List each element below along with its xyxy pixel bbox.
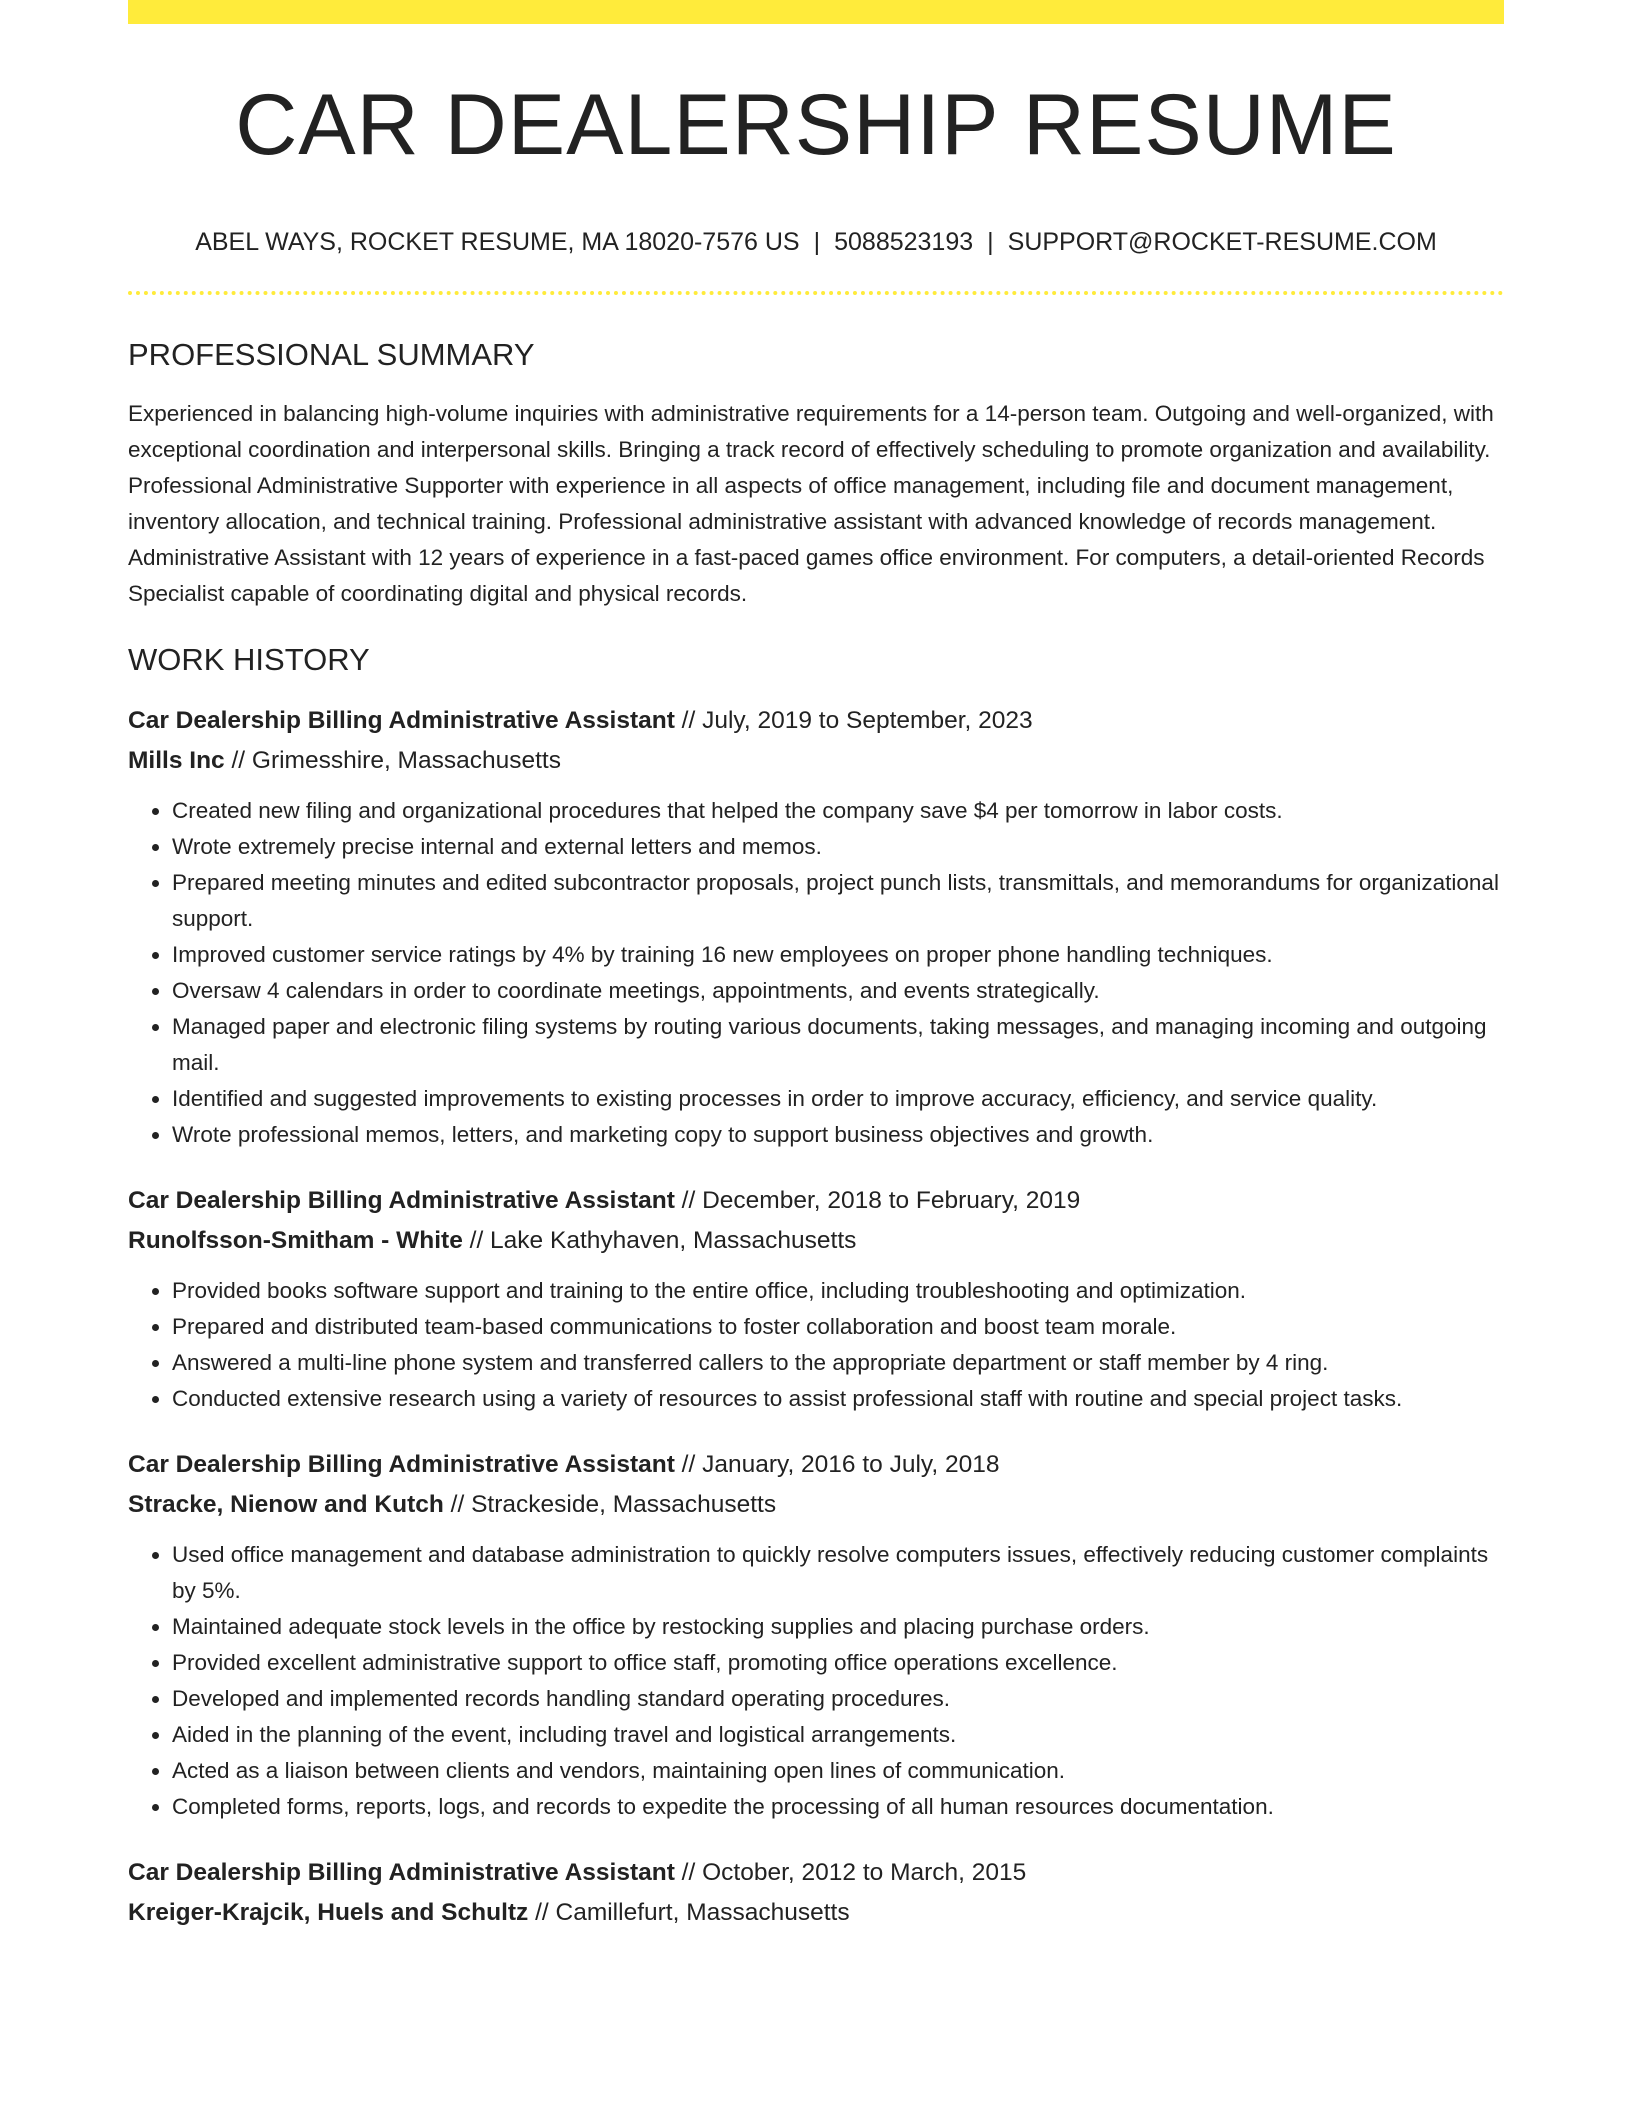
contact-phone: 5088523193 — [834, 228, 974, 256]
job-location: // Strackeside, Massachusetts — [443, 1491, 777, 1518]
job-entry — [128, 1445, 1504, 1825]
job-bullet: • Aided in the planning of the event, including travel and logistical arrangements. — [172, 1717, 1504, 1753]
job-location: // Camillefurt, Massachusetts — [528, 1899, 850, 1926]
job-title: Car Dealership Billing Administrative Assistant — [128, 1859, 675, 1886]
job-company-line — [128, 1221, 1504, 1261]
job-title: Car Dealership Billing Administrative Assistant — [128, 1451, 675, 1478]
job-dates: // January, 2016 to July, 2018 — [674, 1451, 1000, 1478]
job-bullet: • Answered a multi-line phone system and transferred callers to the appropriate department or staff member by 4 ring. — [172, 1345, 1504, 1381]
contact-separator: | — [987, 228, 994, 256]
contact-address: ABEL WAYS, ROCKET RESUME, MA 18020-7576 US — [195, 228, 800, 256]
resume-title: CAR DEALERSHIP RESUME — [235, 77, 1397, 173]
job-company: Mills Inc — [128, 747, 225, 774]
professional-summary-section — [128, 339, 1504, 612]
contact-separator: | — [813, 228, 821, 256]
job-bullet: • Created new filing and organizational procedures that helped the company save $4 per tomorrow in labor costs. — [172, 793, 1504, 829]
job-bullet: • Improved customer service ratings by 4% by training 16 new employees on proper phone handling techniques. — [172, 937, 1504, 973]
job-title-line — [128, 1181, 1504, 1221]
job-dates: // July, 2019 to September, 2023 — [674, 707, 1033, 734]
job-list — [128, 701, 1504, 1933]
summary-text: Experienced in balancing high-volume inquiries with administrative requirements for a 14-person team. Outgoing and well-organized, with exceptional coordination and interpersonal skills. Bringing a track record of effectively scheduling to promote organization and availability. Professional Administrative Supporter with experience in all aspects of office management, including file and document management, inventory allocation, and technical training. Professional administrative assistant with advanced knowledge of records management. Administrative Assistant with 12 years of experience in a fast-paced games office environment. For computers, a detail-oriented Records Specialist capable of coordinating digital and physical records. — [128, 401, 1494, 606]
job-company: Runolfsson-Smitham - White — [128, 1227, 463, 1254]
job-company-line — [128, 1485, 1504, 1525]
job-bullet: • Oversaw 4 calendars in order to coordinate meetings, appointments, and events strategically. — [172, 973, 1504, 1009]
job-title-line — [128, 1853, 1504, 1893]
job-company-line — [128, 1893, 1504, 1933]
job-bullet-list — [128, 793, 1504, 1153]
job-bullet: • Acted as a liaison between clients and vendors, maintaining open lines of communication. — [172, 1753, 1504, 1789]
job-bullet: • Prepared meeting minutes and edited subcontractor proposals, project punch lists, transmittals, and memorandums for organizational support. — [172, 865, 1504, 937]
top-accent-bar — [128, 0, 1504, 24]
job-location: // Lake Kathyhaven, Massachusetts — [462, 1227, 857, 1254]
job-title-line — [128, 1445, 1504, 1485]
job-bullet: • Completed forms, reports, logs, and records to expedite the processing of all human resources documentation. — [172, 1789, 1504, 1825]
job-company: Kreiger-Krajcik, Huels and Schultz — [128, 1899, 529, 1926]
dotted-divider — [128, 291, 1504, 295]
job-entry — [128, 1853, 1504, 1933]
job-entry — [128, 1181, 1504, 1417]
job-bullet: • Wrote extremely precise internal and external letters and memos. — [172, 829, 1504, 865]
job-bullet: • Provided books software support and training to the entire office, including troubleshooting and optimization. — [172, 1273, 1504, 1309]
contact-line — [128, 230, 1504, 255]
job-bullet: • Used office management and database administration to quickly resolve computers issues, effectively reducing customer complaints by 5%. — [172, 1537, 1504, 1609]
job-bullet: • Maintained adequate stock levels in the office by restocking supplies and placing purchase orders. — [172, 1609, 1504, 1645]
job-bullet: • Prepared and distributed team-based communications to foster collaboration and boost team morale. — [172, 1309, 1504, 1345]
job-title: Car Dealership Billing Administrative Assistant — [128, 707, 675, 734]
job-title: Car Dealership Billing Administrative Assistant — [128, 1187, 675, 1214]
section-heading-work-history: WORK HISTORY — [128, 642, 370, 677]
job-company-line — [128, 741, 1504, 781]
job-bullet-list — [128, 1537, 1504, 1825]
job-dates: // December, 2018 to February, 2019 — [674, 1187, 1081, 1214]
job-bullet: • Managed paper and electronic filing systems by routing various documents, taking messages, and managing incoming and outgoing mail. — [172, 1009, 1504, 1081]
work-history-section — [128, 644, 1504, 1933]
job-title-line — [128, 701, 1504, 741]
resume-page — [128, 0, 1504, 1933]
contact-email: SUPPORT@ROCKET-RESUME.COM — [1007, 228, 1437, 256]
job-bullet: • Developed and implemented records handling standard operating procedures. — [172, 1681, 1504, 1717]
job-bullet: • Provided excellent administrative support to office staff, promoting office operations excellence. — [172, 1645, 1504, 1681]
job-bullet: • Wrote professional memos, letters, and marketing copy to support business objectives and growth. — [172, 1117, 1504, 1153]
job-company: Stracke, Nienow and Kutch — [128, 1491, 444, 1518]
job-bullet-list — [128, 1273, 1504, 1417]
job-bullet: • Conducted extensive research using a variety of resources to assist professional staff with routine and special project tasks. — [172, 1381, 1504, 1417]
job-dates: // October, 2012 to March, 2015 — [674, 1859, 1027, 1886]
section-heading-summary: PROFESSIONAL SUMMARY — [128, 337, 535, 372]
job-location: // Grimesshire, Massachusetts — [224, 747, 561, 774]
job-entry — [128, 701, 1504, 1153]
job-bullet: • Identified and suggested improvements to existing processes in order to improve accuracy, efficiency, and service quality. — [172, 1081, 1504, 1117]
